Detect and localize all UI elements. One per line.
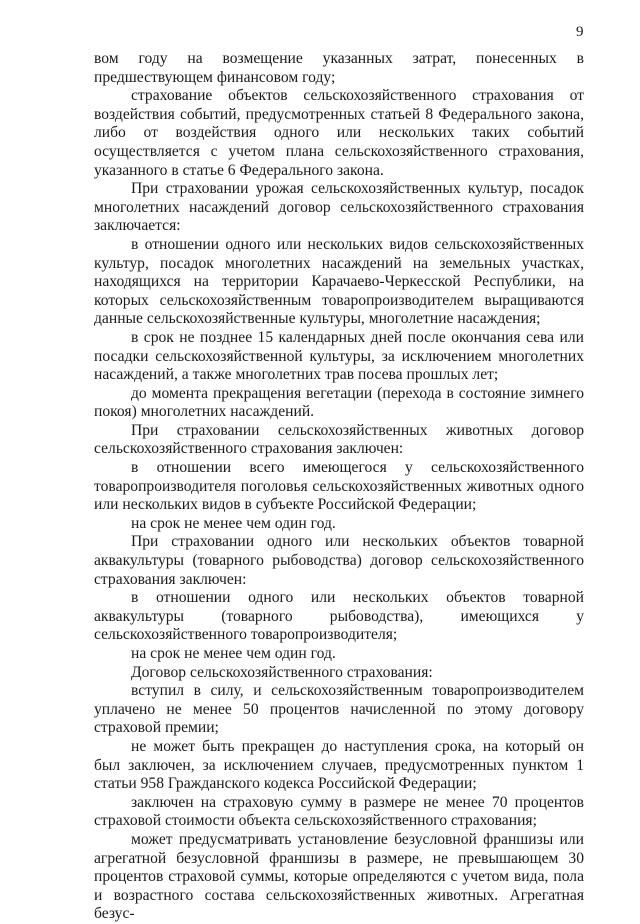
- paragraph: может предусматривать установление безусловной франшизы или агрегатной безусловной франшизы в размере, не превышающем 30 процентов страховой суммы, которые определяются с учетом вида, пола и возрастного состава сельскохозяйственных животных. Агрегатная безус-: [94, 830, 584, 923]
- paragraph: При страховании урожая сельскохозяйственных культур, посадок многолетних насаждений договор сельскохозяйственного страхования заключается:: [94, 180, 584, 235]
- paragraph: вом году на возмещение указанных затрат, понесенных в предшествующем финансовом году;: [94, 50, 584, 86]
- paragraph: на срок не менее чем один год.: [131, 645, 336, 662]
- paragraph: При страховании одного или нескольких объектов товарной аквакультуры (товарного рыбоводства) договор сельскохозяйственного страхования заключен:: [94, 533, 584, 588]
- page-number: 9: [576, 24, 584, 40]
- document-body: [94, 50, 584, 924]
- paragraph: в отношении одного или нескольких видов сельскохозяйственных культур, посадок многолетних насаждений на земельных участках, находящихся на территории Карачаево-Черкесской Республики, на которых сельскохозяйственным товаропроизводителем выращиваются данные сельскохозяйственные культуры, многолетние насаждения;: [94, 235, 584, 328]
- paragraph: При страховании сельскохозяйственных животных договор сельскохозяйственного страхования заключен:: [94, 421, 584, 458]
- paragraph: в отношении всего имеющегося у сельскохозяйственного товаропроизводителя поголовья сельскохозяйственных животных одного или нескольких видов в субъекте Российской Федерации;: [94, 459, 584, 514]
- paragraph: в отношении одного или нескольких объектов товарной аквакультуры (товарного рыбоводства), имеющихся у сельскохозяйственного товаропроизводителя;: [94, 589, 584, 644]
- paragraph: Договор сельскохозяйственного страхования:: [131, 663, 433, 681]
- paragraph: на срок не менее чем один год.: [131, 514, 336, 532]
- paragraph: до момента прекращения вегетации (перехода в состояние зимнего покоя) многолетних насаждений.: [94, 384, 584, 421]
- paragraph: вступил в силу, и сельскохозяйственным товаропроизводителем уплачено не менее 50 процентов начисленной по этому договору страховой премии;: [94, 682, 584, 737]
- paragraph: в срок не позднее 15 календарных дней после окончания сева или посадки сельскохозяйственной культуры, за исключением многолетних насаждений, а также многолетних трав посева прошлых лет;: [94, 328, 584, 384]
- paragraph: не может быть прекращен до наступления срока, на который он был заключен, за исключением случаев, предусмотренных пунктом 1 статьи 958 Гражданского кодекса Российской Федерации;: [94, 737, 584, 793]
- paragraph: страхование объектов сельскохозяйственного страхования от воздействия событий, предусмотренных статьей 8 Федерального закона, либо от воздействия одного или нескольких таких событий осуществляется с учетом плана сельскохозяйственного страхования, указанного в статье 6 Федерального закона.: [94, 87, 584, 179]
- paragraph: заключен на страховую сумму в размере не менее 70 процентов страховой стоимости объекта сельскохозяйственного страхования;: [94, 793, 584, 830]
